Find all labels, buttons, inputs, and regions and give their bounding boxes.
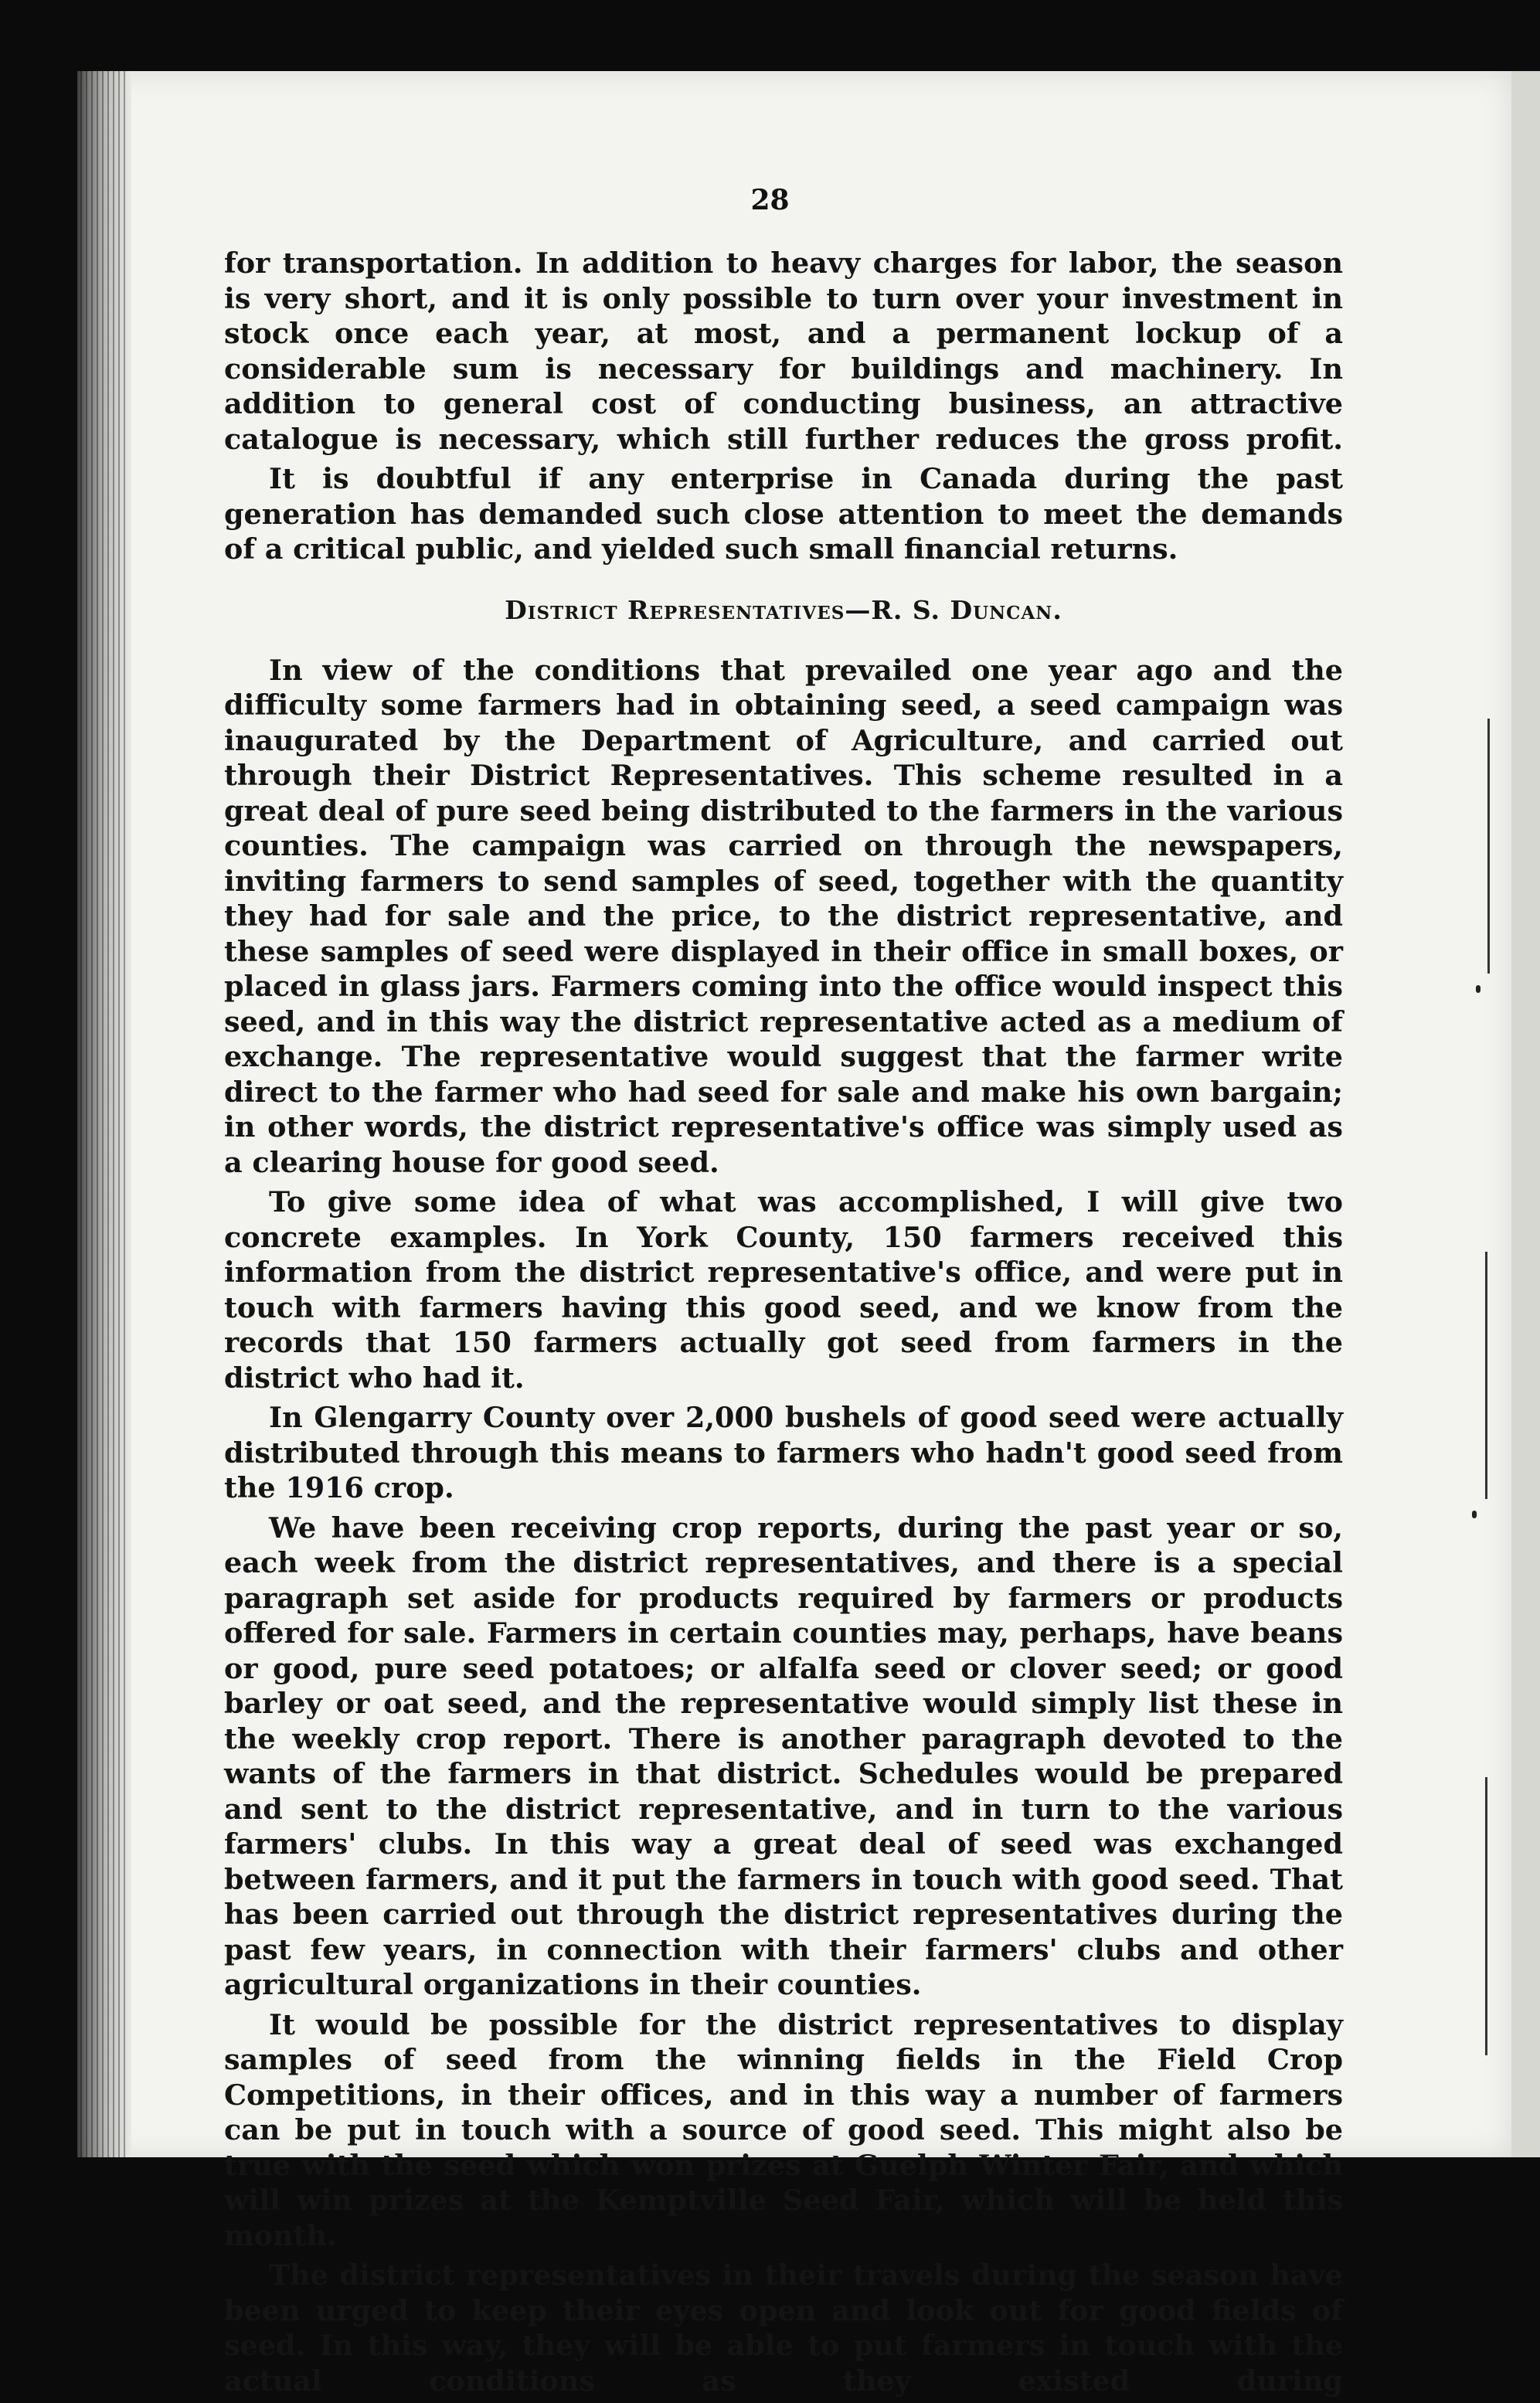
right-page-edge [1511, 71, 1540, 2157]
paragraph: To give some idea of what was accomplished, I will give two concrete examples. In York County, 150 farmers received this information from the district representative's office, and were put in touch with farmers having this good seed, and we know from the records that 150 farmers actually got seed from farmers in the district who had it. [224, 1185, 1343, 1395]
speck-mark [1472, 1511, 1477, 1518]
page-binding-lines [80, 71, 127, 2157]
edge-mark [1487, 719, 1490, 974]
paragraph: In Glengarry County over 2,000 bushels of good seed were actually distributed through this means to farmers who hadn't good seed from the 1916 crop. [224, 1401, 1343, 1504]
edge-mark [1485, 1252, 1487, 1499]
paragraph: In view of the conditions that prevailed one year ago and the difficulty some farmers had in obtaining seed, a seed campaign was inaugurated by the Department of Agriculture, and carried out through their District Representatives. This scheme resulted in a great deal of pure seed being distributed to the farmers in the various counties. The campaign was carried on through the newspapers, inviting farmers to send samples of seed, together with the quantity they had for sale and the price, to the district representative, and these samples of seed were displayed in their office in small boxes, or placed in glass jars. Farmers coming into the office would inspect this seed, and in this way the district representative acted as a medium of exchange. The representative would suggest that the farmer write direct to the farmer who had seed for sale and make his own bargain; in other words, the district representative's office was simply used as a clearing house for good seed. [224, 653, 1343, 1179]
paragraph: The district representatives in their travels during the season have been urged to keep their eyes open and look out for good fields of seed. In this way, they will be able to put farmers in touch with the actual conditions as they existed during [224, 2259, 1343, 2398]
page-number: 28 [750, 184, 790, 216]
section-heading: District Representatives—R. S. Duncan. [505, 594, 1062, 625]
paragraph: It would be possible for the district representatives to display samples of seed from the winning fields in the Field Crop Competitions, in their offices, and in this way a number of farmers can be put in touch with a source of good seed. This might also be true with the seed which won prizes at Guelph Winter Fair, and which will win prizes at the Kemptville Seed Fair, which will be held this month. [224, 2007, 1343, 2252]
paragraph: We have been receiving crop reports, during the past year or so, each week from the district representatives, and there is a special paragraph set aside for products required by farmers or products offered for sale. Farmers in certain counties may, perhaps, have beans or good, pure seed potatoes; or alfalfa seed or clover seed; or good barley or oat seed, and the representative would simply list these in the weekly crop report. There is another paragraph devoted to the wants of the farmers in that district. Schedules would be prepared and sent to the district representative, and in turn to the various farmers' clubs. In this way a great deal of seed was exchanged between farmers, and it put the farmers in touch with good seed. That has been carried out through the district representatives during the past few years, in connection with their farmers' clubs and other agricultural organizations in their counties. [224, 1511, 1343, 2001]
page-body [224, 246, 1343, 2403]
paragraph: for transportation. In addition to heavy charges for labor, the season is very short, and it is only possible to turn over your investment in stock once each year, at most, and a permanent lockup of a considerable sum is necessary for buildings and machinery. In addition to general cost of conducting business, an attractive catalogue is necessary, which still further reduces the gross profit. [224, 246, 1343, 456]
paragraph: It is doubtful if any enterprise in Canada during the past generation has demanded such close attention to meet the demands of a critical public, and yielded such small financial returns. [224, 462, 1343, 566]
speck-mark [1476, 985, 1481, 993]
edge-mark [1485, 1777, 1487, 2055]
